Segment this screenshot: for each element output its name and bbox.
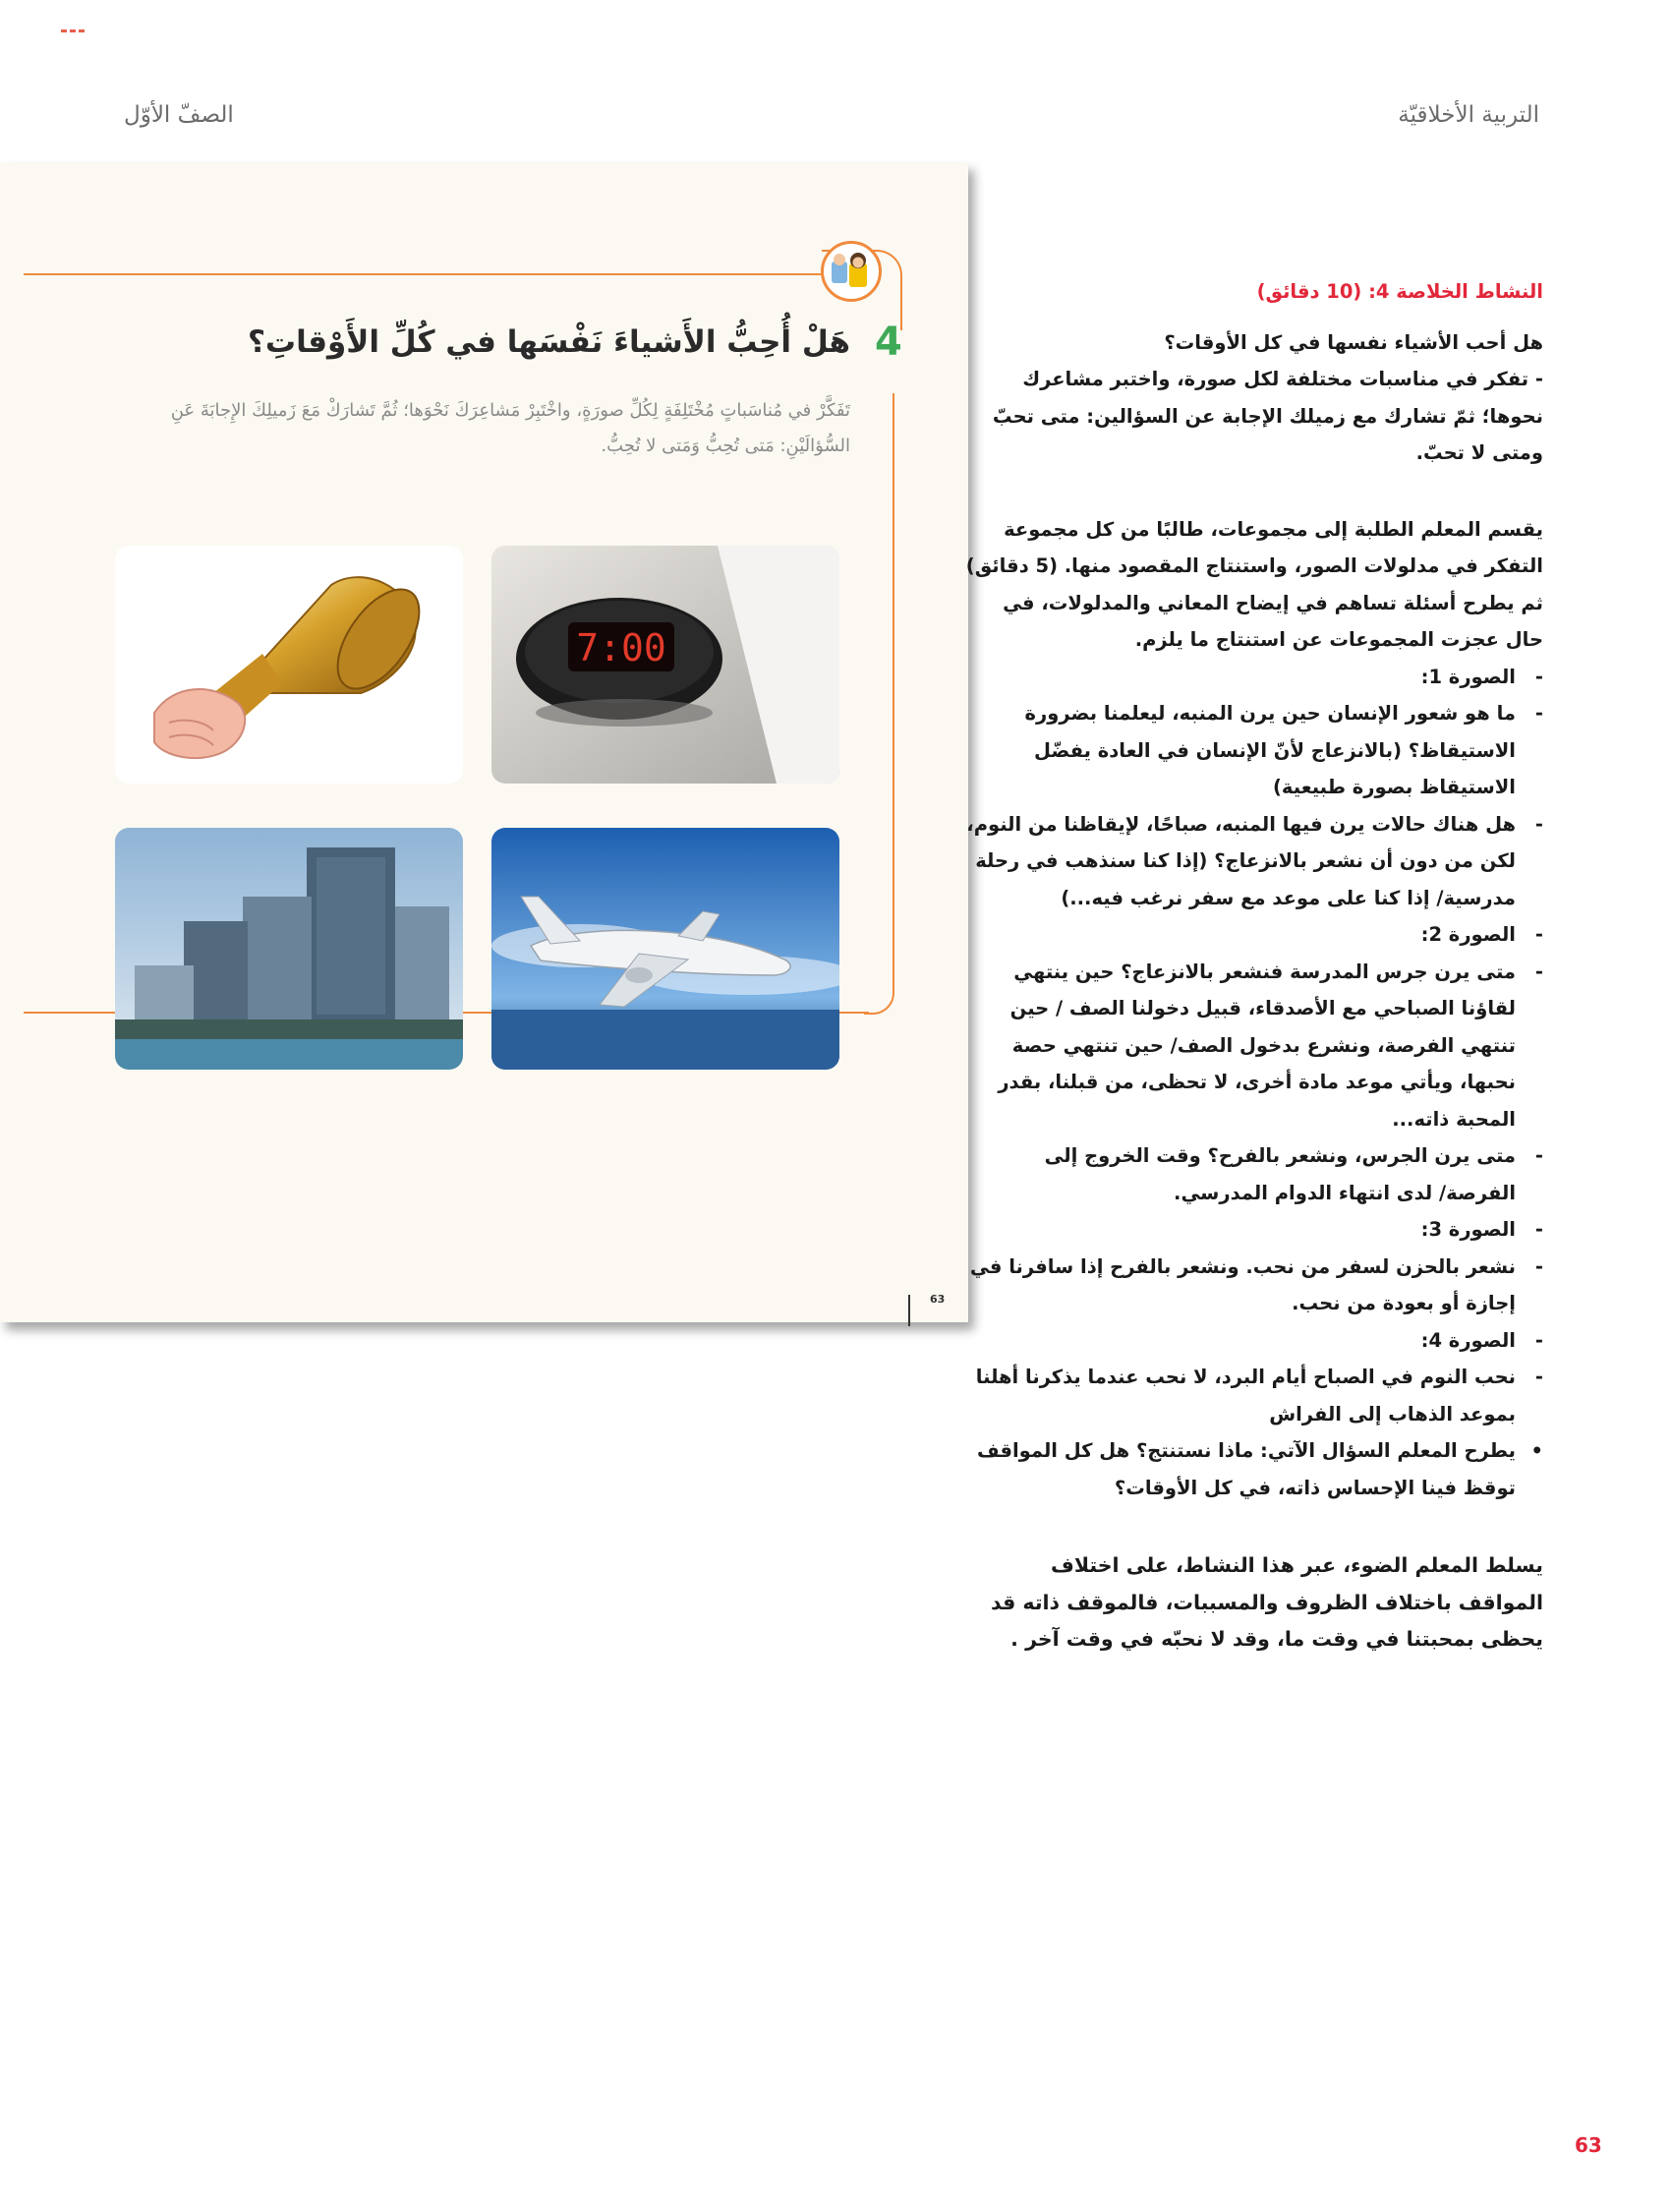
final-question: • يطرح المعلم السؤال الآتي: ماذا نستنتج؟ هل كل المواقف توقظ فينا الإحساس ذاته، في كل الأوقات؟ — [976, 1439, 1543, 1499]
guide-question: هل أحب الأشياء نفسها في كل الأوقات؟ — [1164, 330, 1543, 354]
activity-number: 4 — [875, 320, 902, 365]
image-1-question-2: - هل هناك حالات يرن فيها المنبه، صباحًا، لإيقاظنا من النوم، لكن من دون أن نشعر بالانزعاج؟ (إذا كنا سنذهب في رحلة مدرسية/ إذا كنا على موعد مع سفر نرغب فيه...) — [966, 812, 1543, 909]
city-buildings-photo — [115, 828, 463, 1070]
student-book-page — [0, 162, 968, 1322]
teacher-guide-text — [963, 273, 1543, 1659]
image-2-label: الصورة 2: — [1420, 923, 1516, 946]
guide-paragraph-1: يقسم المعلم الطلبة إلى مجموعات، طالبًا من كل مجموعة التفكر في مدلولات الصور، واستنتاج المقصود منها. (5 دقائق) — [965, 517, 1543, 577]
airplane-photo — [491, 828, 839, 1070]
activity-instructions: تَفَكَّرْ في مُناسَباتٍ مُخْتَلِفَةٍ لِكُلِّ صورَةٍ، واخْتَبِرْ مَشاعِرَكَ نَحْوَها؛ ثُمَّ تَشارَكْ مَعَ زَميلِكَ الإِجابَةَ عَنِ السُّؤالَيْنِ: مَتى تُحِبُّ وَمَتى لا تُحِبُّ. — [170, 400, 850, 456]
page-number: 63 — [1575, 2133, 1602, 2157]
frame-top-line — [24, 273, 822, 275]
image-2-question-2: - متى يرن الجرس، ونشعر بالفرح؟ وقت الخروج إلى الفرصة/ لدى انتهاء الدوام المدرسي. — [1044, 1144, 1543, 1204]
image-1-label-item: - الصورة 1: — [1420, 665, 1543, 688]
header-subject: التربية الأخلاقيّة — [1398, 102, 1539, 128]
guide-paragraph-2: ثم يطرح أسئلة تساهم في إيضاح المعاني والمدلولات، في حال عجزت المجموعات عن استنتاج ما يلزم. — [1003, 591, 1543, 651]
guide-intro: - تفكر في مناسبات مختلفة لكل صورة، واختبر مشاعرك نحوها؛ ثمّ تشارك مع زميلك الإجابة عن السؤالين: متى تحبّ ومتى لا تحبّ. — [992, 368, 1543, 464]
guide-activity-heading: النشاط الخلاصة 4: (10 دقائق) — [1256, 280, 1543, 303]
clock-display: 7:00 — [576, 626, 666, 669]
image-4-label-item: - الصورة 4: — [1420, 1328, 1543, 1352]
image-3-label-item: - الصورة 3: — [1420, 1218, 1543, 1241]
image-1-label: الصورة 1: — [1420, 665, 1516, 688]
image-2-question-1: - متى يرن جرس المدرسة فنشعر بالانزعاج؟ حين ينتهي لقاؤنا الصباحي مع الأصدقاء، قبيل دخولنا الصف / حين تنتهي الفرصة، ونشرع بدخول الصف/ حين تنتهي حصة نحبها، ويأتي موعد مادة أخرى، لا تحظى، من قبلنا، بقدر المحبة ذاته... — [998, 960, 1543, 1131]
students-avatar-icon — [821, 241, 882, 302]
image-2-label-item: - الصورة 2: — [1420, 923, 1543, 946]
activity-title: هَلْ أُحِبُّ الأَشياءَ نَفْسَها في كُلِّ الأَوْقاتِ؟ — [247, 324, 850, 360]
book-page-number: 63 — [930, 1293, 946, 1306]
hand-bell-photo — [115, 546, 463, 784]
top-decoration-mark — [61, 29, 85, 35]
image-4-label: الصورة 4: — [1420, 1328, 1516, 1352]
image-3-answer: - نشعر بالحزن لسفر من نحب. ونشعر بالفرح إذا سافرنا في إجازة أو بعودة من نحب. — [969, 1254, 1543, 1314]
image-1-question-1: - ما هو شعور الإنسان حين يرن المنبه، ليعلمنا بضرورة الاستيقاظ؟ (بالانزعاج لأنّ الإنسان في العادة يفضّل الاستيقاظ بصورة طبيعية) — [1024, 702, 1543, 798]
page-mark-line — [908, 1295, 910, 1326]
image-4-answer: - نحب النوم في الصباح أيام البرد، لا نحب عندما يذكرنا أهلنا بموعد الذهاب إلى الفراش — [975, 1366, 1543, 1426]
closing-paragraph: يسلط المعلم الضوء، عبر هذا النشاط، على اختلاف المواقف باختلاف الظروف والمسببات، فالموقف ذاته قد يحظى بمحبتنا في وقت ما، وقد لا نحبّه في وقت آخر . — [990, 1553, 1543, 1651]
image-3-label: الصورة 3: — [1420, 1218, 1516, 1241]
header-grade: الصفّ الأوّل — [124, 102, 234, 128]
alarm-clock-photo — [491, 546, 839, 784]
frame-side-line — [864, 393, 894, 1015]
